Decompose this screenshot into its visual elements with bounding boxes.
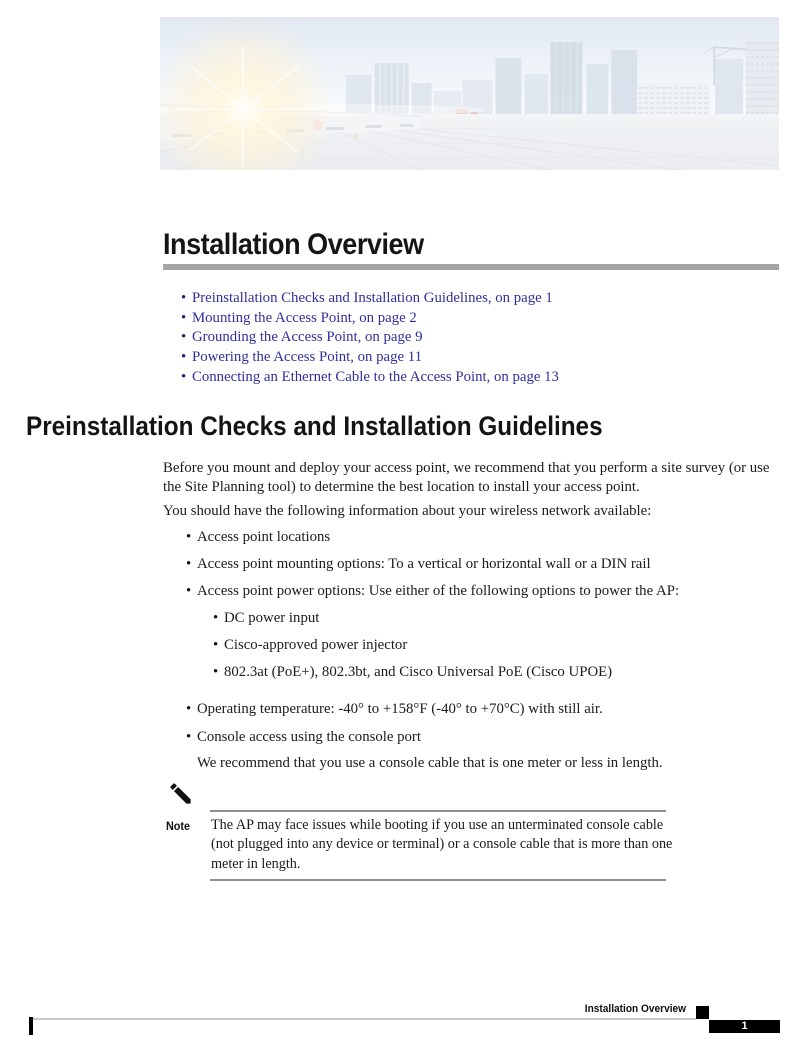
title-rule (163, 264, 779, 270)
header-photo (160, 17, 779, 170)
bullet-dot (186, 700, 197, 719)
note-label (166, 819, 193, 833)
footer-chapter-title: Installation Overview (584, 1003, 686, 1015)
sub-list-item-text: 802.3at (PoE+), 802.3bt, and Cisco Universal PoE (Cisco UPOE) (224, 664, 613, 680)
sub-list-item (213, 636, 783, 655)
list-item-text: Console access using the console port (197, 729, 421, 745)
footer-page-number: 1 (709, 1020, 780, 1033)
bullet-dot (181, 328, 192, 348)
toc-item (181, 368, 559, 388)
bullet-dot (181, 368, 192, 388)
bullet-dot (181, 289, 192, 309)
toc-link-mounting[interactable]: Mounting the Access Point, on page 2 (192, 309, 417, 326)
note-rule-bottom (210, 879, 666, 881)
list-item (186, 555, 786, 574)
section-heading (26, 411, 667, 442)
footer-square-marker (696, 1006, 709, 1019)
list-item (186, 582, 786, 601)
bullet-dot (186, 582, 197, 601)
info-paragraph: You should have the following information about your wireless network available: (163, 503, 652, 519)
bullet-dot (213, 636, 224, 655)
intro-paragraph: Before you mount and deploy your access point, we recommend that you perform a site survey (or use the Site Planning tool) to determine the best location to install your access point. (163, 460, 770, 496)
footer-rule (31, 1018, 696, 1020)
toc-item (181, 348, 559, 368)
bullet-dot (213, 609, 224, 628)
sub-list-item-text: Cisco-approved power injector (224, 637, 408, 653)
chapter-title (163, 228, 453, 262)
sub-list-item-text: DC power input (224, 610, 320, 626)
list-item (186, 528, 786, 547)
toc-list (181, 289, 559, 388)
sub-list-item (213, 609, 783, 628)
chapter-title-text: Installation Overview (163, 228, 424, 261)
toc-item (181, 309, 559, 329)
bullet-dot (186, 555, 197, 574)
toc-link-powering[interactable]: Powering the Access Point, on page 11 (192, 349, 423, 366)
note-rule-top (210, 810, 666, 812)
bullet-dot (181, 309, 192, 329)
list-item-text: Access point locations (197, 529, 331, 545)
bullet-dot (213, 663, 224, 682)
list-item-text: Operating temperature: -40° to +158°F (-40° to +70°C) with still air. (197, 701, 603, 717)
note-text: The AP may face issues while booting if you use an unterminated console cable (not plugged into any device or terminal) or a console cable that is more than one meter in length. (211, 817, 673, 872)
sub-list-item (213, 663, 783, 682)
list-item-text: Access point power options: Use either of the following options to power the AP: (197, 583, 680, 599)
toc-link-grounding[interactable]: Grounding the Access Point, on page 9 (192, 329, 423, 346)
list-item (186, 700, 786, 719)
toc-item (181, 328, 559, 348)
list-item (186, 728, 786, 747)
city-skyline-illustration (160, 17, 779, 170)
note-pencil-icon (167, 780, 194, 807)
section-heading-text: Preinstallation Checks and Installation Guidelines (26, 411, 603, 441)
footer-left-tick (29, 1017, 33, 1035)
bullet-dot (186, 528, 197, 547)
bullet-dot (181, 348, 192, 368)
note-label-text: Note (166, 819, 191, 833)
toc-item (181, 289, 559, 309)
list-item-text: Access point mounting options: To a vertical or horizontal wall or a DIN rail (197, 556, 651, 572)
toc-link-preinstallation[interactable]: Preinstallation Checks and Installation Guidelines, on page 1 (192, 290, 553, 306)
toc-link-ethernet[interactable]: Connecting an Ethernet Cable to the Access Point, on page 13 (192, 368, 559, 385)
console-cable-paragraph: We recommend that you use a console cable that is one meter or less in length. (197, 755, 663, 771)
bullet-dot (186, 728, 197, 747)
